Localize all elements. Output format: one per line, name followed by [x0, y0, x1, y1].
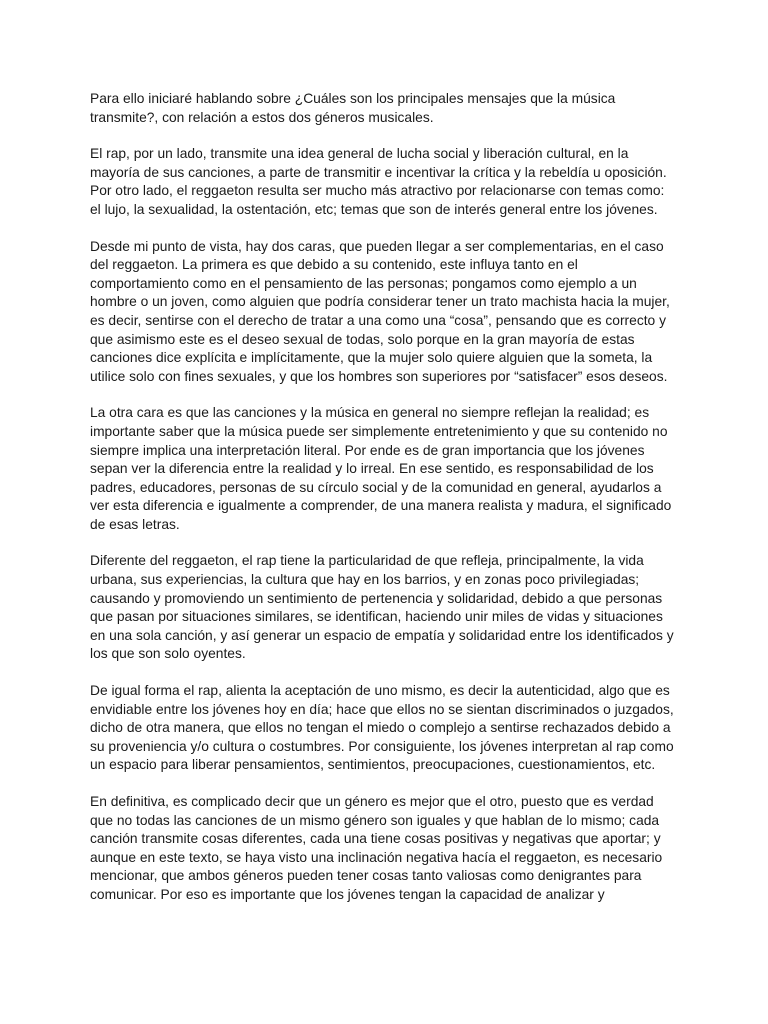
paragraph-other-face — [90, 404, 679, 534]
text-line: de esas letras. — [90, 516, 180, 532]
text-line: que pasan por situaciones similares, se identifican, haciendo unir miles de vidas y situaciones — [90, 609, 663, 625]
text-line: De igual forma el rap, alienta la aceptación de uno mismo, es decir la autenticidad, algo que es — [90, 683, 670, 699]
text-line: utilice solo con fines sexuales, y que los hombres son superiores por “satisfacer” esos deseos. — [90, 368, 668, 384]
text-line: Desde mi punto de vista, hay dos caras, que pueden llegar a ser complementarias, en el caso — [90, 238, 664, 254]
text-line: ver esta diferencia e igualmente a comprender, de una manera realista y madura, el significado — [90, 498, 672, 514]
text-line: dicho de otra manera, que ellos no tengan el miedo o complejo a sentirse rechazados debido a — [90, 720, 671, 736]
text-line: del reggaeton. La primera es que debido a su contenido, este influya tanto en el — [90, 257, 578, 273]
paragraph-two-faces — [90, 238, 679, 387]
text-line: canciones dice explícita e implícitamente, que la mujer solo quiere alguien que la someta, la — [90, 350, 653, 366]
text-line: importante saber que la música puede ser simplemente entretenimiento y que su contenido no — [90, 423, 668, 439]
text-line: comportamiento como en el pensamiento de las personas; pongamos como ejemplo a un — [90, 275, 637, 291]
text-line: aunque en este texto, se haya visto una inclinación negativa hacía el reggaeton, es necesario — [90, 849, 663, 865]
text-line: En definitiva, es complicado decir que un género es mejor que el otro, puesto que es verdad — [90, 794, 654, 809]
text-line: el lujo, la sexualidad, la ostentación, etc; temas que son de interés general entre los jóvenes. — [90, 201, 658, 217]
text-line: transmite?, con relación a estos dos géneros musicales. — [90, 109, 434, 125]
text-line: es decir, sentirse con el derecho de tratar a una como una “cosa”, pensando que es correcto y — [90, 312, 666, 328]
text-line: Diferente del reggaeton, el rap tiene la particularidad de que refleja, principalmente, la vida — [90, 553, 644, 569]
text-line: mencionar, que ambos géneros pueden tener cosas tanto valiosas como denigrantes para — [90, 868, 642, 884]
text-line: los que son solo oyentes. — [90, 646, 246, 662]
paragraph-conclusion — [90, 793, 679, 905]
paragraph-rap-reggaeton-messages — [90, 145, 679, 219]
text-line: Por otro lado, el reggaeton resulta ser mucho más atractivo por relacionarse con temas como: — [90, 183, 665, 199]
text-line: un espacio para liberar pensamientos, sentimientos, preocupaciones, cuestionamientos, etc. — [90, 757, 656, 773]
text-line: envidiable entre los jóvenes hoy en día; hace que ellos no se sientan discriminados o juzgados, — [90, 701, 674, 717]
text-line: padres, educadores, personas de su círculo social y de la comunidad en general, ayudarlos a — [90, 479, 662, 495]
text-line: Para ello iniciaré hablando sobre ¿Cuáles son los principales mensajes que la música — [90, 91, 616, 106]
paragraph-intro — [90, 90, 679, 127]
text-line: en una sola canción, y así generar un espacio de empatía y solidaridad entre los identificados y — [90, 627, 674, 643]
text-line: urbana, sus experiencias, la cultura que hay en los barrios, y en zonas poco privilegiadas; — [90, 572, 640, 588]
text-line: que no todas las canciones de un mismo género son iguales y que hablan de lo mismo; cada — [90, 812, 660, 828]
text-line: su proveniencia y/o cultura o costumbres. Por consiguiente, los jóvenes interpretan al rap como — [90, 738, 674, 754]
text-line: causando y promoviendo un sentimiento de pertenencia y solidaridad, debido a que personas — [90, 590, 663, 606]
text-line: siempre implica una interpretación literal. Por ende es de gran importancia que los jóvenes — [90, 442, 645, 458]
text-line: El rap, por un lado, transmite una idea general de lucha social y liberación cultural, en la — [90, 146, 629, 162]
text-line: comunicar. Por eso es importante que los jóvenes tengan la capacidad de analizar y — [90, 886, 605, 902]
text-line: La otra cara es que las canciones y la música en general no siempre reflejan la realidad; es — [90, 405, 650, 421]
text-line: canción transmite cosas diferentes, cada una tiene cosas positivas y negativas que aportar; y — [90, 831, 661, 847]
text-line: sepan ver la diferencia entre la realidad y lo irreal. En ese sentido, es responsabilidad de los — [90, 461, 654, 477]
text-line: mayoría de sus canciones, a parte de transmitir e incentivar la crítica y la rebeldía u oposición. — [90, 164, 667, 180]
paragraph-rap-self-acceptance — [90, 682, 679, 775]
text-line: hombre o un joven, como alguien que podría considerar tener un trato machista hacia la mujer, — [90, 294, 670, 310]
paragraph-rap-urban-life — [90, 552, 679, 664]
text-line: que asimismo este es el deseo sexual de todas, solo porque en la gran mayoría de estas — [90, 331, 635, 347]
